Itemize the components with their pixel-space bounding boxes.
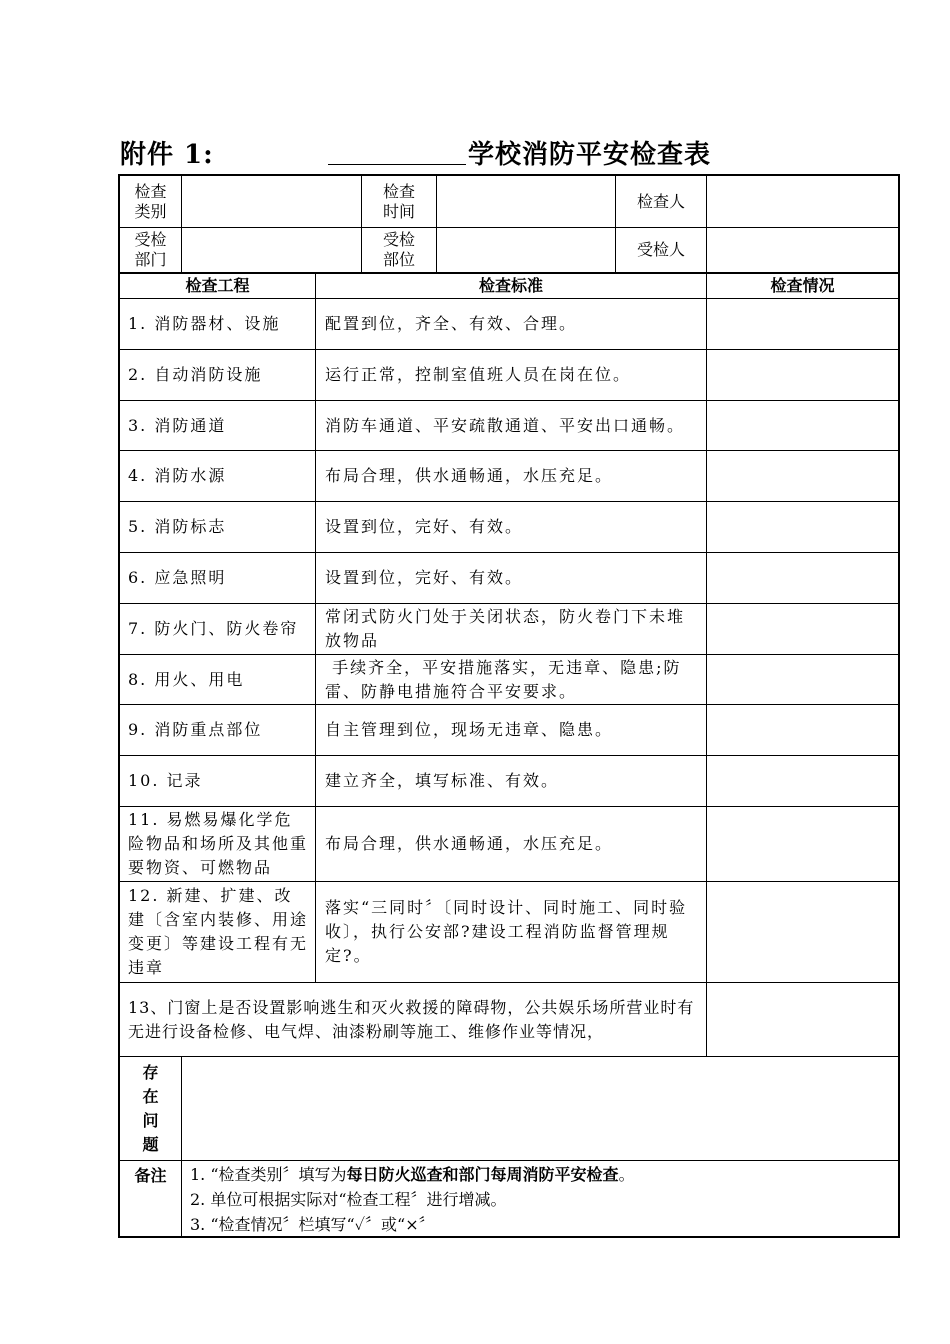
problems-field[interactable] — [182, 1057, 898, 1160]
row-10-item: 10. 记录 — [128, 771, 203, 790]
row-12-status[interactable] — [707, 882, 898, 982]
row-1-item: 1. 消防器材、设施 — [128, 314, 281, 333]
row-5-standard: 设置到位，完好、有效。 — [325, 517, 524, 536]
row-5-status[interactable] — [707, 502, 898, 552]
department-label: 受检 部门 — [134, 230, 167, 269]
row-12-item: 12. 新建、扩建、改建〔含室内装修、用途变更〕等建设工程有无违章 — [128, 886, 309, 977]
row-13-status[interactable] — [707, 983, 898, 1056]
part-field[interactable] — [437, 228, 615, 272]
category-label: 检查 类别 — [134, 181, 167, 221]
notes-label: 备注 — [134, 1166, 167, 1185]
row-3-standard: 消防车通道、平安疏散通道、平安出口通畅。 — [325, 415, 686, 435]
row-7-item: 7. 防火门、防火卷帘 — [128, 619, 299, 638]
attachment-label: 附件 1: — [120, 140, 214, 170]
row-4-standard: 布局合理，供水通畅通，水压充足。 — [325, 466, 614, 485]
column-header-item: 检查工程 — [185, 276, 250, 295]
row-8-item: 8. 用火、用电 — [128, 669, 245, 689]
row-6-status[interactable] — [707, 553, 898, 603]
row-11-status[interactable] — [707, 807, 898, 881]
row-1-standard: 配置到位，齐全、有效、合理。 — [325, 314, 578, 333]
inspected-person-field[interactable] — [707, 228, 898, 272]
row-6-item: 6. 应急照明 — [128, 568, 227, 587]
note-1: 1. “检查类别〞填写为每日防火巡查和部门每周消防平安检查。 — [190, 1165, 635, 1184]
inspector-field[interactable] — [707, 176, 898, 227]
row-11-standard: 布局合理，供水通畅通，水压充足。 — [325, 834, 614, 853]
row-1-status[interactable] — [707, 299, 898, 349]
column-header-status: 检查情况 — [770, 276, 835, 295]
row-2-status[interactable] — [707, 350, 898, 400]
row-7-standard: 常闭式防火门处于关闭状态，防火卷门下未堆放物品 — [325, 607, 686, 650]
note-3: 3. “检查情况〞栏填写“✓〞或“×〞 — [190, 1215, 435, 1234]
part-label: 受检 部位 — [382, 230, 415, 269]
row-9-item: 9. 消防重点部位 — [128, 720, 263, 739]
row-2-standard: 运行正常，控制室值班人员在岗在位。 — [325, 365, 632, 384]
row-4-item: 4. 消防水源 — [128, 466, 227, 485]
row-11-item: 11. 易燃易爆化学危险物品和场所及其他重要物资、可燃物品 — [128, 810, 309, 877]
inspected-person-label: 受检人 — [636, 240, 685, 259]
inspector-label: 检查人 — [636, 191, 685, 211]
row-12-standard: 落实“三同时〞〔同时设计、同时施工、同时验收〕，执行公安部?建设工程消防监督管理规定?。 — [325, 898, 688, 965]
form-title: 学校消防平安检查表 — [468, 140, 712, 170]
row-9-standard: 自主管理到位，现场无违章、隐患。 — [325, 720, 614, 739]
row-7-status[interactable] — [707, 604, 898, 654]
row-3-item: 3. 消防通道 — [128, 415, 227, 435]
row-6-standard: 设置到位，完好、有效。 — [325, 568, 524, 587]
department-field[interactable] — [182, 228, 361, 272]
inspection-table — [118, 174, 900, 1238]
problems-label: 存 在 问 题 — [142, 1062, 159, 1154]
row-3-status[interactable] — [707, 401, 898, 450]
row-13-item: 13、门窗上是否设置影响逃生和灭火救援的障碍物，公共娱乐场所营业时有无进行设备检修、电气焊、油漆粉刷等施工、维修作业等情况， — [128, 997, 695, 1041]
time-label: 检查 时间 — [382, 181, 415, 221]
row-8-standard: 手续齐全，平安措施落实，无违章、隐患;防雷、防静电措施符合平安要求。 — [325, 657, 682, 701]
title-row — [120, 134, 900, 170]
category-field[interactable] — [182, 176, 361, 227]
row-5-item: 5. 消防标志 — [128, 517, 227, 536]
row-9-status[interactable] — [707, 705, 898, 755]
row-2-item: 2. 自动消防设施 — [128, 365, 263, 384]
row-10-standard: 建立齐全，填写标准、有效。 — [325, 771, 560, 790]
note-2: 2. 单位可根据实际对“检查工程〞进行增减。 — [190, 1190, 507, 1209]
column-header-standard: 检查标准 — [478, 276, 543, 295]
school-name-blank[interactable] — [328, 164, 466, 165]
time-field[interactable] — [437, 176, 615, 227]
row-8-status[interactable] — [707, 655, 898, 704]
note-1-emphasis: 每日防火巡查和部门每周消防平安检查 — [346, 1165, 619, 1184]
row-4-status[interactable] — [707, 451, 898, 501]
row-10-status[interactable] — [707, 756, 898, 806]
